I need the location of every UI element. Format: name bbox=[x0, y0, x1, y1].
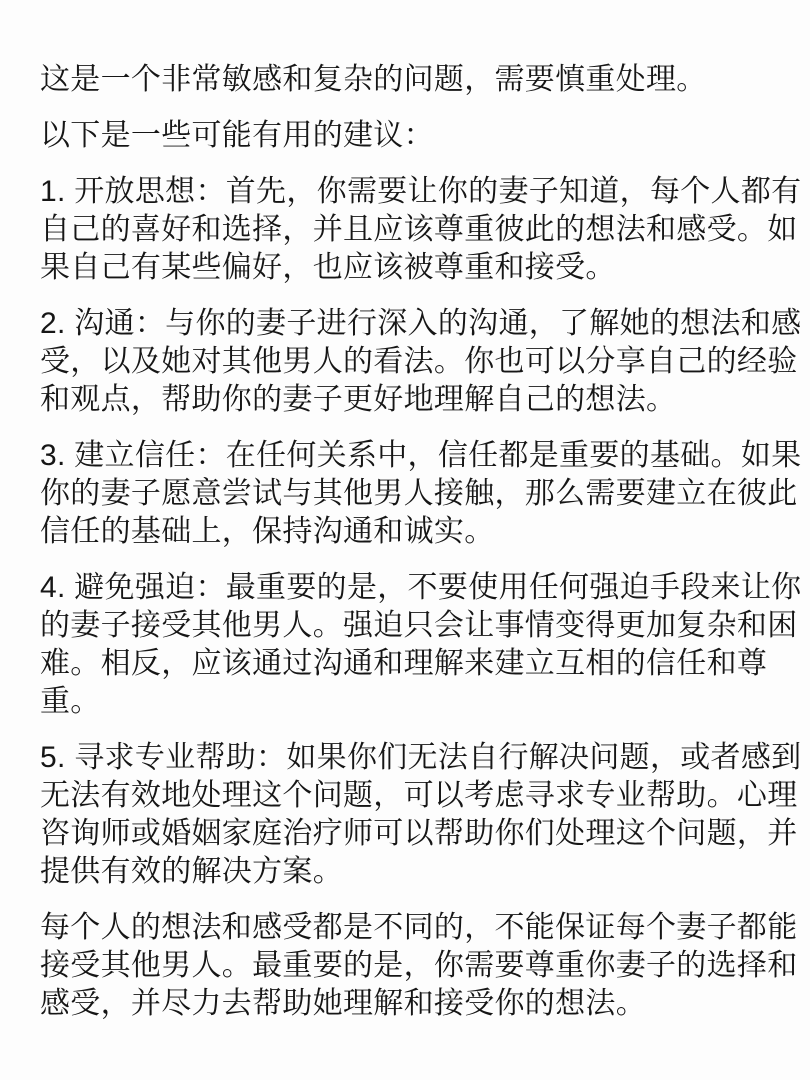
text-line: 感受，并尽力去帮助她理解和接受你的想法。 bbox=[40, 987, 646, 1020]
list-item-3 bbox=[40, 437, 802, 551]
text-line: 重。 bbox=[40, 685, 101, 718]
text-line: 接受其他男人。最重要的是，你需要尊重你妻子的选择和 bbox=[40, 949, 798, 982]
paragraph-intro bbox=[40, 61, 770, 99]
text-line: 的妻子接受其他男人。强迫只会让事情变得更加复杂和困 bbox=[40, 609, 798, 642]
list-item-2 bbox=[40, 305, 802, 419]
text-line: 每个人的想法和感受都是不同的，不能保证每个妻子都能 bbox=[40, 911, 798, 944]
text-line: 3. 建立信任：在任何关系中，信任都是重要的基础。如果 bbox=[40, 439, 802, 472]
paragraph-suggestions-header bbox=[40, 117, 770, 155]
text-line: 1. 开放思想：首先，你需要让你的妻子知道，每个人都有 bbox=[40, 175, 802, 208]
text-line: 提供有效的解决方案。 bbox=[40, 855, 343, 888]
paragraph-conclusion bbox=[40, 909, 798, 1023]
list-item-4 bbox=[40, 569, 802, 721]
text-line: 5. 寻求专业帮助：如果你们无法自行解决问题，或者感到 bbox=[40, 741, 802, 774]
text-line: 咨询师或婚姻家庭治疗师可以帮助你们处理这个问题，并 bbox=[40, 817, 798, 850]
text-line: 果自己有某些偏好，也应该被尊重和接受。 bbox=[40, 251, 616, 284]
text-line: 和观点，帮助你的妻子更好地理解自己的想法。 bbox=[40, 383, 677, 416]
text-line: 你的妻子愿意尝试与其他男人接触，那么需要建立在彼此 bbox=[40, 477, 798, 510]
text-line: 自己的喜好和选择，并且应该尊重彼此的想法和感受。如 bbox=[40, 213, 798, 246]
text-line: 无法有效地处理这个问题，可以考虑寻求专业帮助。心理 bbox=[40, 779, 798, 812]
text-line: 信任的基础上，保持沟通和诚实。 bbox=[40, 515, 495, 548]
text-line: 4. 避免强迫：最重要的是，不要使用任何强迫手段来让你 bbox=[40, 571, 802, 604]
text-line: 受，以及她对其他男人的看法。你也可以分享自己的经验 bbox=[40, 345, 798, 378]
text-line: 2. 沟通：与你的妻子进行深入的沟通，了解她的想法和感 bbox=[40, 307, 802, 340]
text-line: 难。相反，应该通过沟通和理解来建立互相的信任和尊 bbox=[40, 647, 768, 680]
text-line: 这是一个非常敏感和复杂的问题，需要慎重处理。 bbox=[40, 63, 707, 96]
list-item-1 bbox=[40, 173, 802, 287]
text-line: 以下是一些可能有用的建议： bbox=[40, 119, 434, 152]
list-item-5 bbox=[40, 739, 802, 891]
